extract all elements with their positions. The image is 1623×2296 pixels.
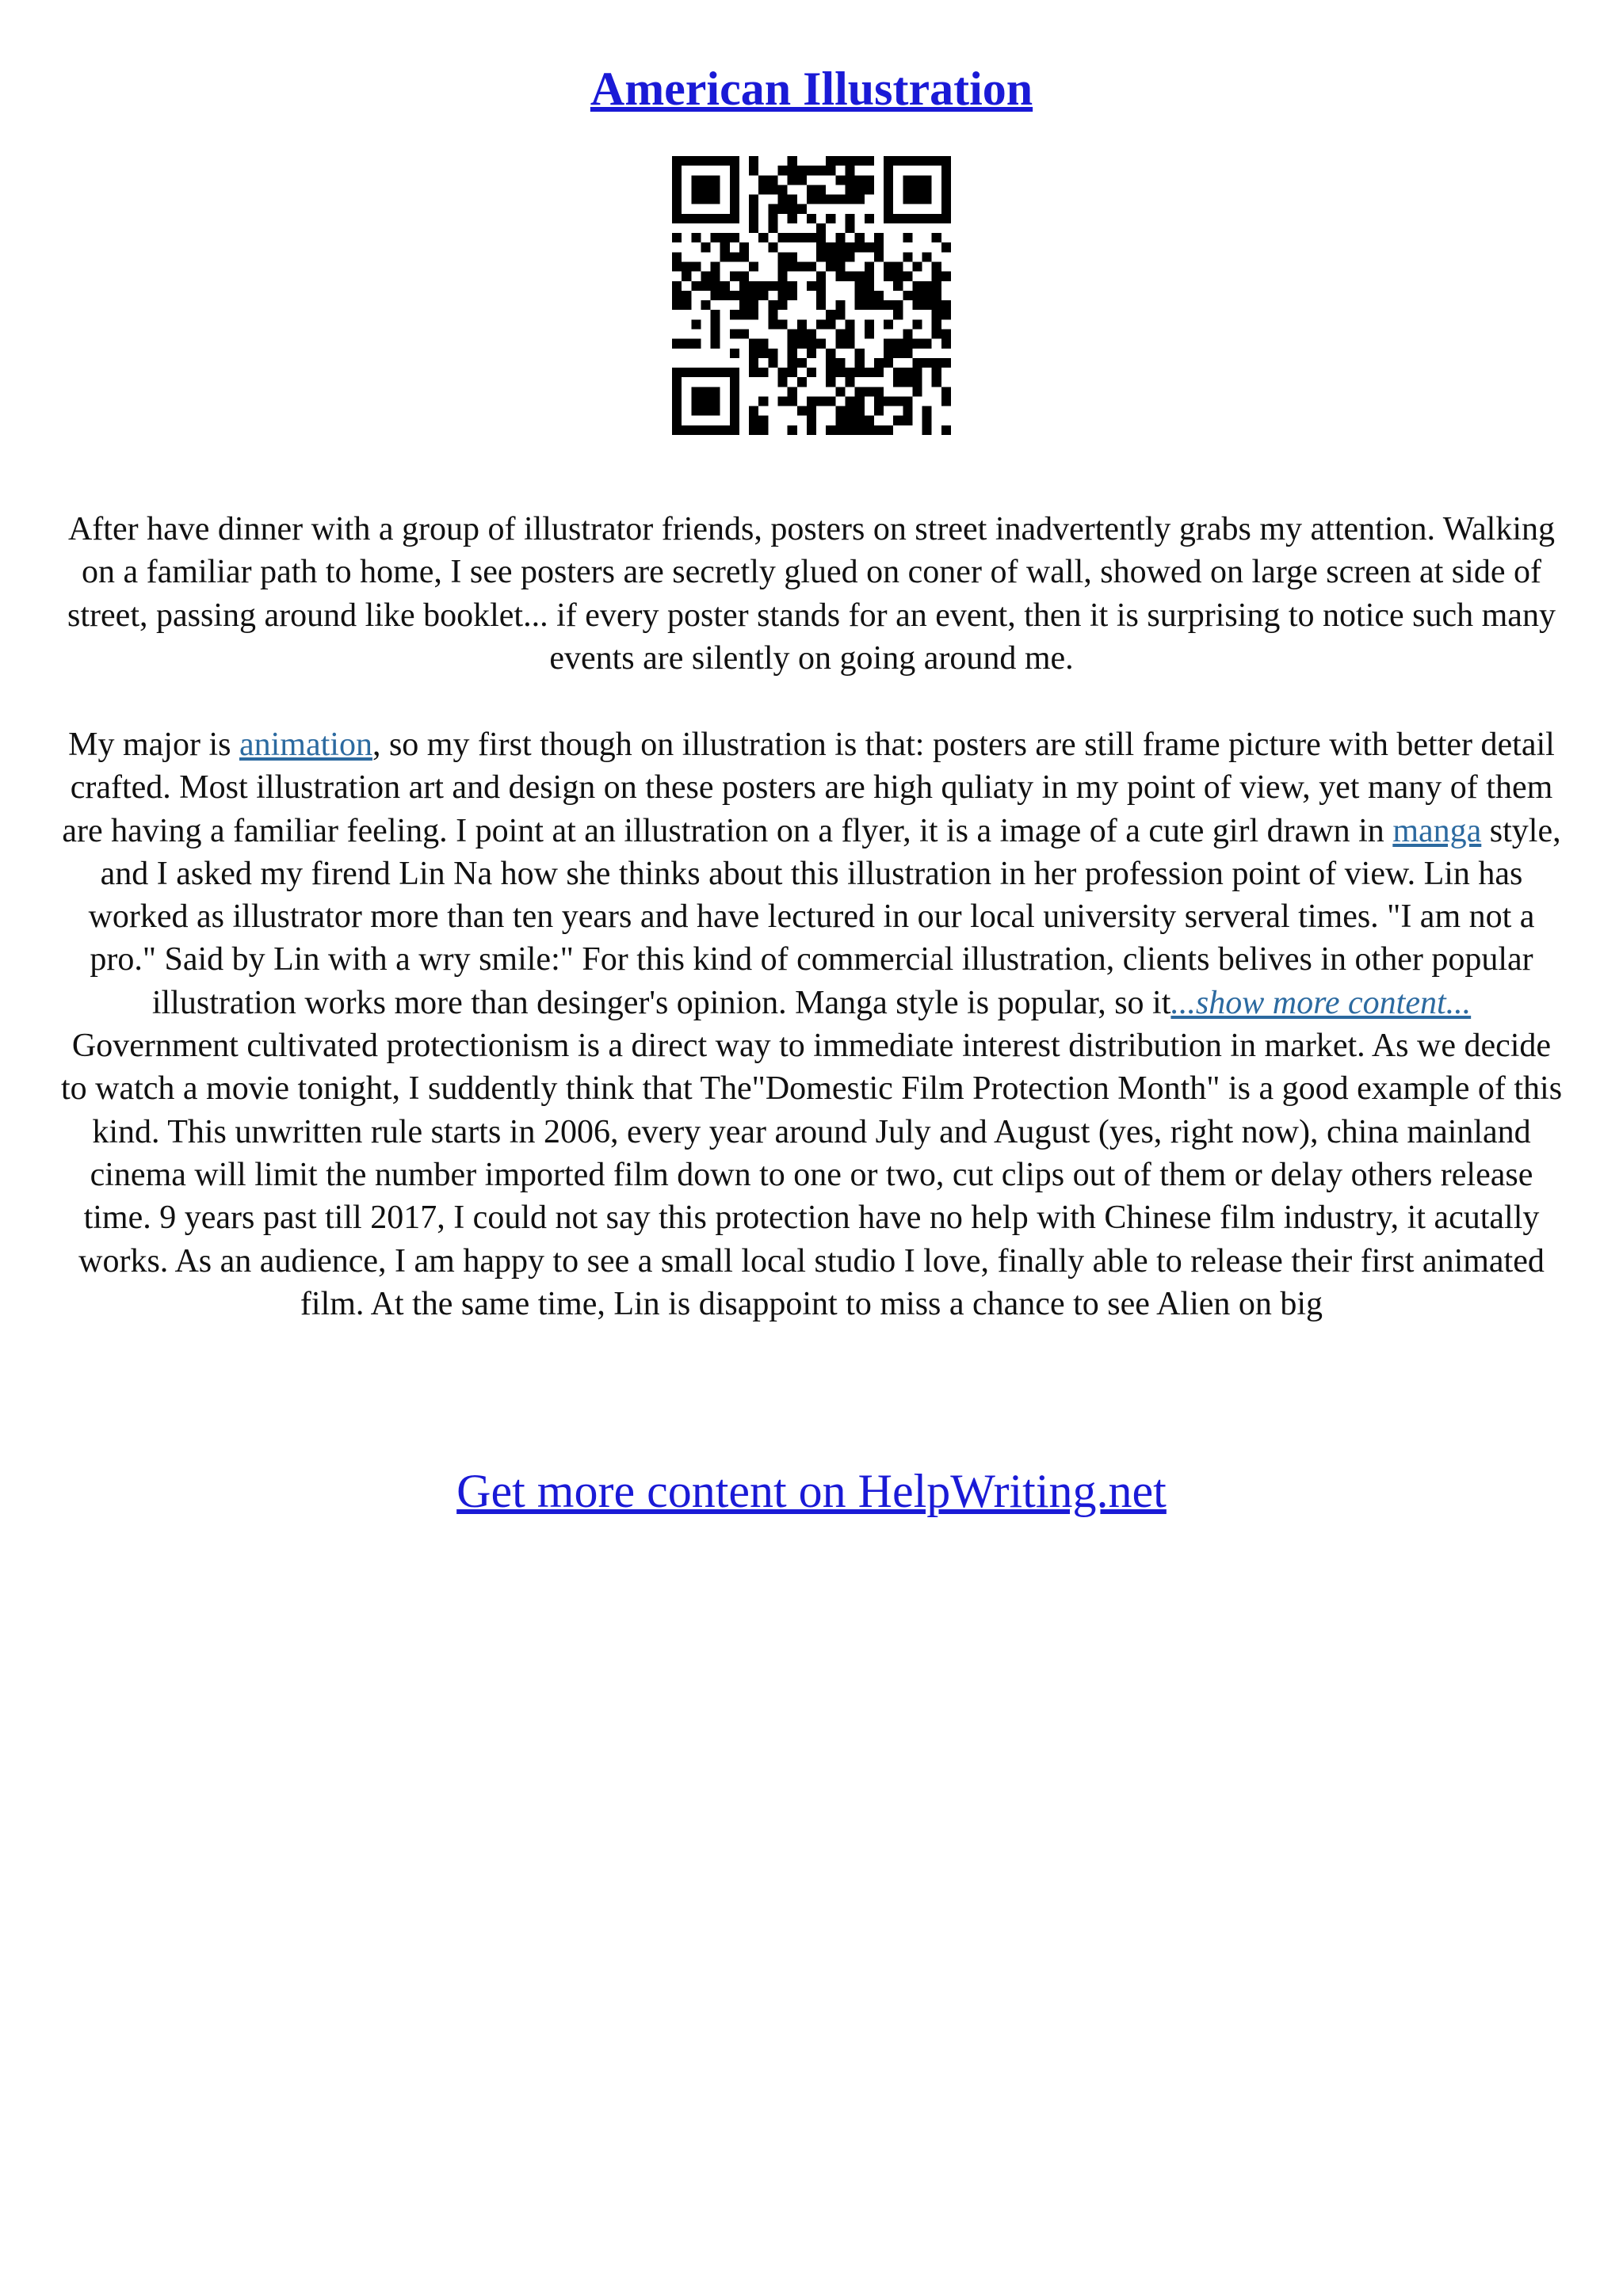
qr-code-image [672, 156, 951, 435]
title-link[interactable]: American Illustration [590, 63, 1033, 115]
footer [0, 1459, 1623, 1523]
helpwriting-link[interactable]: Get more content on HelpWriting.net [456, 1465, 1167, 1517]
paragraph-intro: After have dinner with a group of illustrator friends, posters on street inadvertently grabs my attention. Walking on a familiar path to home, I see posters are secretly glued on coner of wall, showed on large screen at side of street, passing around like booklet... if every poster stands for an event, then it is surprising to notice such many events are silently on going around me. [67, 511, 1556, 677]
paragraph-main-text-1: My major is [68, 727, 239, 763]
paragraph-main-text-2: , so my first though on illustration is that: posters are still frame picture with better detail crafted. Most illustration art and design on these posters are high quliaty in my point of view, yet many of them are having a familiar feeling. I point at an illustration on a flyer, it is a image of a cute girl drawn in [62, 727, 1555, 849]
paragraph-main-text-4: Government cultivated protectionism is a direct way to immediate interest distribution in market. As we decide to watch a movie tonight, I suddently think that The"Domestic Film Protection Month" is a good example of this kind. This unwritten rule starts in 2006, every year around July and August (yes, right now), china mainland cinema will limit the number imported film down to one or two, cut clips out of them or delay others release time. 9 years past till 2017, I could not say this protection have no help with Chinese film industry, it acutally works. As an audience, I am happy to see a small local studio I love, finally able to release their first animated film. At the same time, Lin is disappoint to miss a chance to see Alien on big [60, 1028, 1563, 1322]
paragraph-main [55, 723, 1568, 1325]
animation-link[interactable]: animation [239, 727, 372, 763]
show-more-link[interactable]: ...show more content... [1170, 984, 1472, 1021]
page-title [0, 57, 1623, 120]
manga-link[interactable]: manga [1392, 812, 1482, 849]
paragraph-main-text-3: style, and I asked my firend Lin Na how she thinks about this illustration in her profession point of view. Lin has worked as illustrator more than ten years and have lectured in our local university serveral times. "I am not a pro." Said by Lin with a wry smile:" For this kind of commercial illustration, clients belives in other popular illustration works more than desinger's opinion. Manga style is popular, so it [88, 812, 1561, 1021]
